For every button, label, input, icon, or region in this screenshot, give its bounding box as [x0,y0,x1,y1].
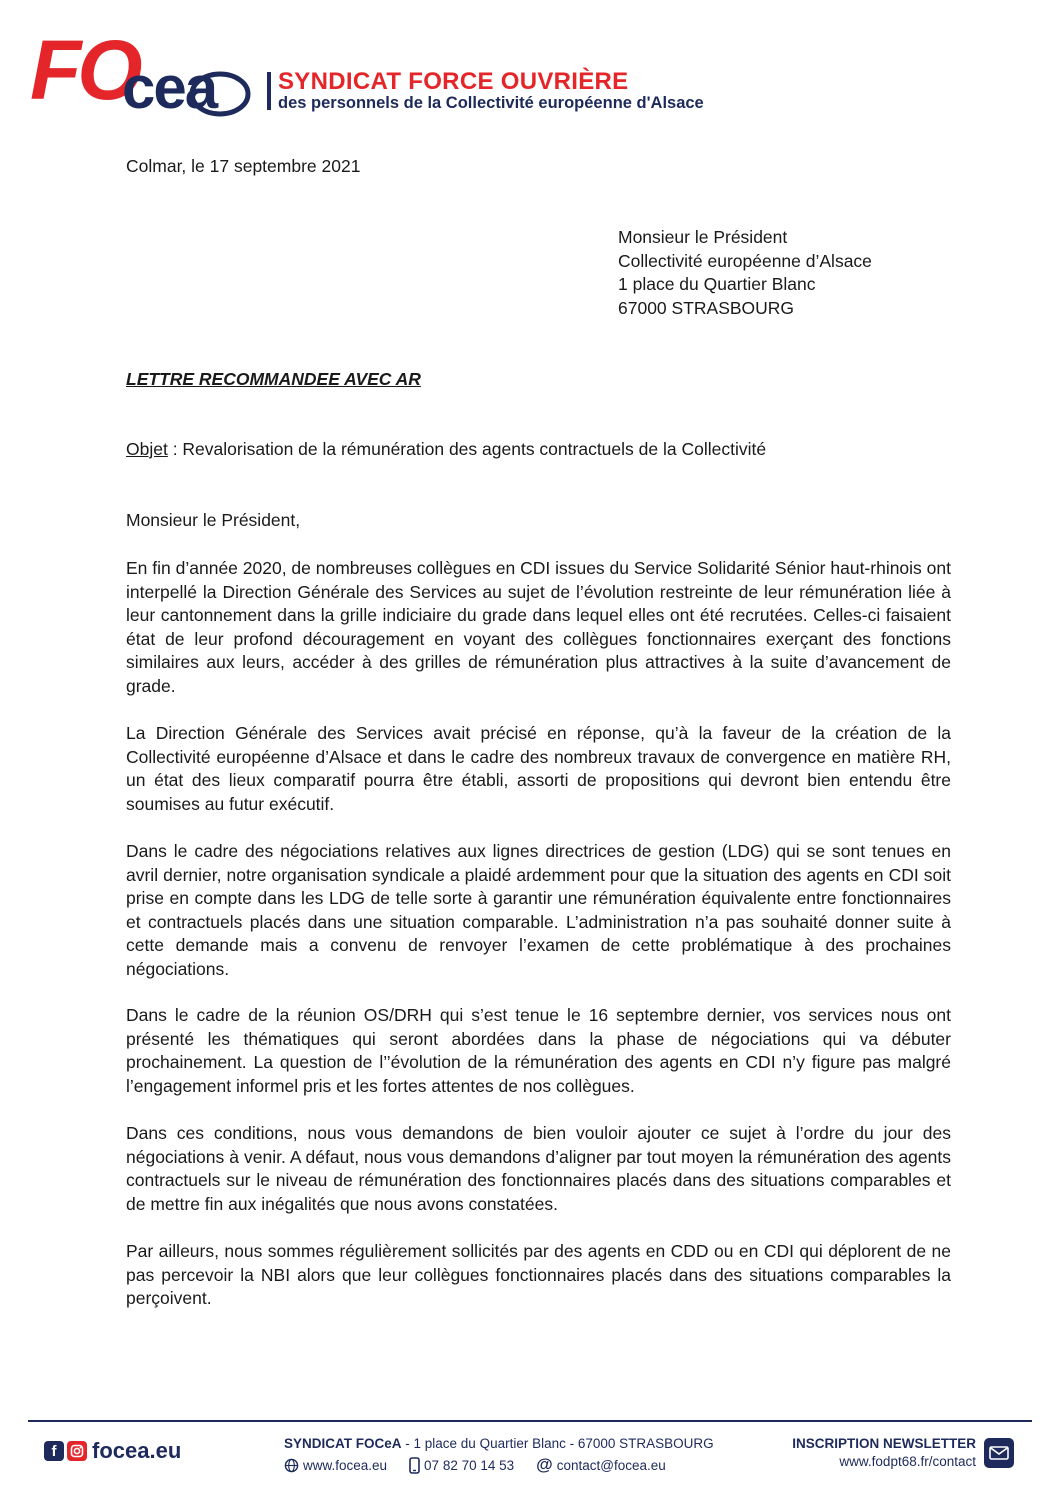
footer-contact [284,1436,724,1475]
newsletter-title: INSCRIPTION NEWSLETTER [792,1436,976,1451]
body-paragraph: Dans le cadre de la réunion OS/DRH qui s’est tenue le 16 septembre dernier, vos services nous ont présenté les thématiques qui seront abordées dans la phase de négociations qui va débuter prochainement. La question de l’’évolution de la rémunération des agents en CDI n’y figure pas malgré l’engagement informel pris et les fortes attentes de nos collègues. [126,1005,951,1096]
footer-divider [28,1420,1032,1422]
registered-mail-notice: LETTRE RECOMMANDEE AVEC AR [126,369,421,389]
globe-icon [284,1458,299,1473]
footer-phone-text: 07 82 70 14 53 [424,1457,515,1473]
header-divider [267,72,271,110]
newsletter-url[interactable]: www.fodpt68.fr/contact [839,1454,976,1469]
recipient-line: Monsieur le Président [618,227,788,247]
recipient-line: 67000 STRASBOURG [618,297,795,318]
footer-org-address: - 1 place du Quartier Blanc - 67000 STRASBOURG [401,1436,714,1451]
recipient-line: Collectivité européenne d’Alsace [618,250,872,271]
footer-contact-row [284,1455,724,1475]
mail-icon[interactable] [984,1438,1014,1468]
recipient-address [618,226,872,320]
header-title: SYNDICAT FORCE OUVRIÈRE [278,68,629,95]
phone-icon [409,1457,420,1474]
footer-website[interactable] [284,1458,387,1473]
subject-label: Objet [126,439,168,459]
subject-text: : Revalorisation de la rémunération des agents contractuels de la Collectivité [167,439,767,459]
footer-site-link[interactable]: focea.eu [92,1438,182,1463]
letter-date: Colmar, le 17 septembre 2021 [126,156,361,176]
footer-org-line [284,1436,724,1451]
footer-email-text: contact@focea.eu [556,1457,666,1473]
logo-swoosh-icon [180,68,252,118]
greeting: Monsieur le Président, [126,510,301,530]
footer-email[interactable] [536,1455,666,1475]
footer-website-text: www.focea.eu [303,1457,388,1473]
instagram-icon[interactable] [67,1441,87,1461]
facebook-icon[interactable]: f [44,1441,64,1461]
body-paragraph: Par ailleurs, nous sommes régulièrement sollicités par des agents en CDD ou en CDI qui déplorent de ne pas percevoir la NBI alors que leur collègues fonctionnaires placés dans des situations comparables la perçoivent. [126,1241,951,1308]
header-subtitle: des personnels de la Collectivité européenne d'Alsace [278,94,704,112]
footer-phone[interactable] [409,1457,514,1474]
body-paragraph: La Direction Générale des Services avait précisé en réponse, qu’à la faveur de la création de la Collectivité européenne d’Alsace et dans le cadre des nombreux travaux de convergence en matière RH, un état des lieux comparatif pourra être établi, assorti de propositions qui devront bien entendu être soumises au futur exécutif. [126,723,951,814]
focea-logo [30,23,255,121]
body-paragraph: En fin d’année 2020, de nombreuses collègues en CDI issues du Service Solidarité Sénior haut-rhinois ont interpellé la Direction Générale des Services au sujet de l’évolution restreinte de leur rémunération liée à leur cantonnement dans la grille indiciaire du grade dans lequel elles ont été recrutées. Celles-ci faisaient état de leur profond découragement en voyant des collègues fonctionnaires exerçant des fonctions similaires aux leurs, accéder à des grilles de rémunération plus attractives à la suite d’avancement de grade. [126,558,951,696]
recipient-line: 1 place du Quartier Blanc [618,274,816,294]
at-icon: @ [536,1455,553,1474]
subject-line [126,438,766,462]
footer-social [44,1438,181,1464]
footer-org-name: SYNDICAT FOCeA [284,1436,402,1451]
footer-newsletter[interactable] [782,1436,976,1469]
logo-cea: cea [122,54,217,121]
logo-fo: FO [30,23,139,117]
body-paragraph: Dans ces conditions, nous vous demandons de bien vouloir ajouter ce sujet à l’ordre du jour des négociations à venir. A défaut, nous vous demandons d’aligner par tout moyen la rémunération des agents contractuels sur le niveau de rémunération des fonctionnaires placés dans des situations comparables et de mettre fin aux inégalités que nous avons constatées. [126,1123,951,1214]
body-paragraph: Dans le cadre des négociations relatives aux lignes directrices de gestion (LDG) qui se sont tenues en avril dernier, notre organisation syndicale a plaidé ardemment pour que la situation des agents en CDI soit prise en compte dans les LDG de telle sorte à garantir une rémunération équivalente entre fonctionnaires et contractuels placés dans une situation comparable. L’administration n’a pas souhaité donner suite à cette demande mais a convenu de renvoyer l’examen de cette problématique à des prochaines négociations. [126,841,951,979]
